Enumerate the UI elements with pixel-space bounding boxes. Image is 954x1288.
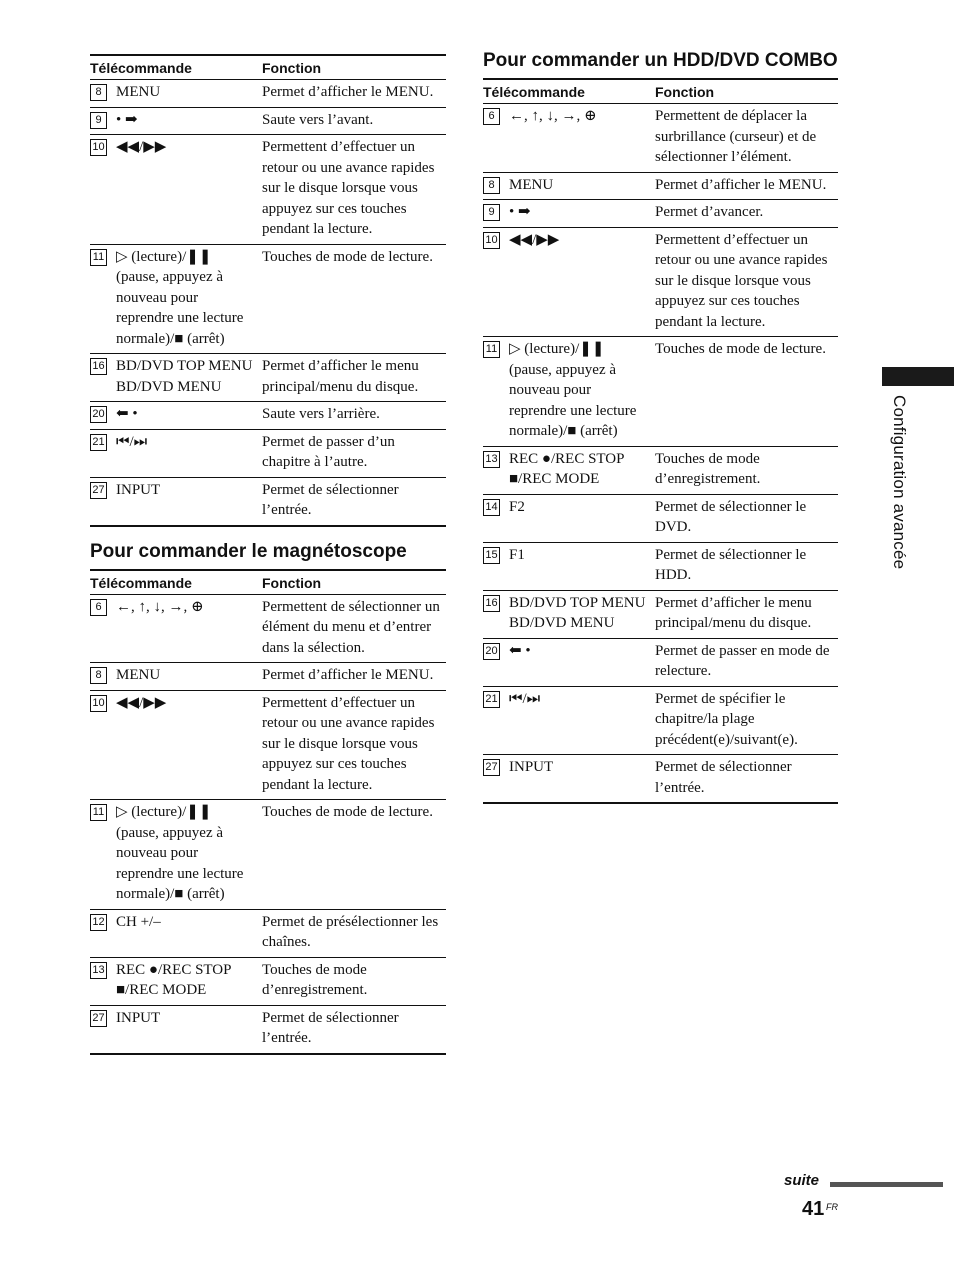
table-row	[90, 663, 446, 691]
remote-key-cell	[90, 1005, 262, 1054]
table-row	[483, 337, 838, 447]
key-number-badge: 21	[483, 691, 500, 708]
key-label: ⬅ •	[116, 406, 138, 422]
function-description: Permet de sélectionner l’entrée.	[655, 759, 792, 796]
key-label: INPUT	[509, 759, 554, 775]
remote-key	[483, 497, 651, 518]
key-number-badge: 8	[483, 177, 500, 194]
remote-key-cell	[483, 446, 655, 494]
function-description: Permet de présélectionner les chaînes.	[262, 913, 439, 950]
table-row	[90, 690, 446, 800]
key-label: MENU	[509, 176, 554, 193]
remote-key	[90, 665, 258, 686]
function-description: Saute vers l’arrière.	[262, 406, 380, 422]
remote-key-cell	[90, 957, 262, 1005]
table-row	[90, 594, 446, 663]
key-number-badge: 13	[90, 962, 107, 979]
remote-key	[483, 339, 651, 442]
function-description: Permet de sélectionner le HDD.	[655, 546, 807, 583]
table-row	[90, 477, 446, 526]
key-label: INPUT	[116, 481, 161, 498]
key-number-badge: 16	[90, 358, 107, 375]
function-description: Permettent d’effectuer un retour ou une avance rapides sur le disque lorsque vous appuyez sur ces touches pendant la lecture.	[262, 139, 435, 237]
remote-key-cell	[90, 477, 262, 526]
table-row	[483, 590, 838, 638]
remote-key-cell	[483, 200, 655, 228]
remote-key-cell	[90, 80, 262, 108]
header-function: Fonction	[262, 574, 322, 591]
remote-key	[90, 1008, 258, 1029]
key-number-badge: 20	[90, 406, 107, 423]
key-number-badge: 10	[90, 139, 107, 156]
remote-key-cell	[483, 755, 655, 804]
key-number-badge: 11	[90, 249, 107, 266]
header-function: Fonction	[655, 84, 715, 100]
function-description: Permet de sélectionner l’entrée.	[262, 481, 399, 518]
function-description: Permet de passer d’un chapitre à l’autre.	[262, 433, 395, 470]
remote-key-cell	[483, 494, 655, 542]
table-row	[90, 1005, 446, 1054]
remote-key-cell	[483, 172, 655, 200]
header-function: Fonction	[262, 60, 322, 76]
key-number-badge: 11	[483, 341, 500, 358]
remote-key	[483, 545, 651, 566]
table-row	[90, 80, 446, 108]
key-number-badge: 14	[483, 499, 500, 516]
key-number-badge: 21	[90, 434, 107, 451]
key-number-badge: 16	[483, 595, 500, 612]
function-description: Permet d’afficher le menu principal/menu du disque.	[655, 594, 812, 631]
section-heading-vcr: Pour commander le magnétoscope	[90, 540, 407, 562]
remote-key-cell	[483, 686, 655, 755]
table-row	[90, 244, 446, 354]
key-label: F2	[509, 498, 525, 515]
key-label: REC ●/REC STOP ■/REC MODE	[509, 450, 624, 487]
table-row	[90, 909, 446, 957]
table-row	[90, 107, 446, 135]
key-number-badge: 11	[90, 804, 107, 821]
function-description: Permet de spécifier le chapitre/la plage précédent(e)/suivant(e).	[655, 690, 798, 748]
remote-key	[90, 82, 258, 103]
remote-key-cell	[483, 542, 655, 590]
table-header-row	[90, 55, 446, 80]
remote-key	[483, 230, 651, 251]
key-label: REC ●/REC STOP ■/REC MODE	[116, 961, 231, 998]
table-header-row	[90, 570, 446, 595]
table-row	[483, 446, 838, 494]
function-description: Permet de passer en mode de relecture.	[655, 642, 830, 679]
key-number-badge: 27	[90, 1010, 107, 1027]
key-label: ⏮/⏭	[116, 433, 148, 450]
remote-key	[483, 593, 651, 634]
function-description: Permettent d’effectuer un retour ou une avance rapides sur le disque lorsque vous appuyez sur ces touches pendant la lecture.	[655, 231, 828, 330]
table-row	[90, 402, 446, 430]
key-number-badge: 13	[483, 451, 500, 468]
remote-key	[90, 110, 258, 131]
remote-key	[90, 432, 258, 453]
table-row	[90, 354, 446, 402]
function-description: Permet de sélectionner le DVD.	[655, 498, 807, 535]
key-label: ⬅ •	[509, 642, 531, 659]
section-heading-combo: Pour commander un HDD/DVD COMBO	[483, 50, 838, 71]
remote-table-main	[90, 54, 446, 527]
function-description: Permettent de déplacer la surbrillance (curseur) et de sélectionner l’élément.	[655, 108, 817, 165]
remote-table-combo	[483, 78, 838, 804]
header-remote: Télécommande	[483, 84, 585, 100]
key-label: ◀◀/▶▶	[116, 694, 167, 711]
function-description: Permet d’afficher le menu principal/menu du disque.	[262, 358, 419, 395]
function-description: Touches de mode de lecture.	[262, 804, 433, 820]
remote-key-cell	[483, 227, 655, 337]
remote-key	[90, 247, 258, 350]
remote-key-cell	[483, 104, 655, 173]
remote-key	[90, 356, 258, 397]
function-description: Saute vers l’avant.	[262, 111, 374, 128]
remote-key	[90, 597, 258, 618]
table-row	[483, 104, 838, 173]
remote-key	[90, 404, 258, 425]
remote-key-cell	[90, 690, 262, 800]
remote-key-cell	[90, 429, 262, 477]
remote-key-cell	[483, 590, 655, 638]
key-number-badge: 9	[90, 112, 107, 129]
remote-key-cell	[90, 594, 262, 663]
table-row	[90, 429, 446, 477]
key-number-badge: 8	[90, 84, 107, 101]
function-description: Permet d’afficher le MENU.	[262, 84, 434, 100]
table-row	[90, 800, 446, 910]
key-number-badge: 10	[483, 232, 500, 249]
table-row	[483, 227, 838, 337]
table-body	[90, 594, 446, 1054]
table-row	[483, 542, 838, 590]
side-tab-marker	[882, 367, 954, 386]
continued-label: suite	[784, 1172, 820, 1189]
remote-key-cell	[90, 354, 262, 402]
continued-rule	[830, 1182, 943, 1187]
remote-key	[90, 137, 258, 158]
remote-key	[90, 693, 258, 714]
remote-key-cell	[90, 663, 262, 691]
key-number-badge: 15	[483, 547, 500, 564]
page-language-suffix: FR	[826, 1202, 838, 1212]
key-number-badge: 6	[483, 108, 500, 125]
remote-key	[483, 106, 651, 127]
left-column	[90, 54, 446, 1055]
key-number-badge: 20	[483, 643, 500, 660]
remote-key	[483, 175, 651, 196]
key-label: ▷ (lecture)/❚❚ (pause, appuyez à nouveau pour reprendre une lecture normale)/■ (arrêt)	[509, 341, 637, 439]
key-label: ▷ (lecture)/❚❚ (pause, appuyez à nouveau pour reprendre une lecture normale)/■ (arrêt)	[116, 804, 244, 902]
remote-key	[483, 641, 651, 662]
table-row	[483, 200, 838, 228]
function-description: Touches de mode de lecture.	[655, 341, 826, 357]
remote-key	[483, 202, 651, 223]
remote-key	[483, 689, 651, 710]
key-label: BD/DVD TOP MENU BD/DVD MENU	[116, 358, 253, 395]
header-remote: Télécommande	[90, 574, 192, 591]
remote-key	[483, 449, 651, 490]
function-description: Touches de mode d’enregistrement.	[262, 961, 368, 998]
remote-key	[90, 912, 258, 933]
key-label: INPUT	[116, 1009, 161, 1026]
side-section-label: Configuration avancée	[890, 395, 909, 570]
table-row	[483, 494, 838, 542]
function-description: Permet de sélectionner l’entrée.	[262, 1009, 399, 1046]
key-label: ←, ↑, ↓, →, ⊕	[116, 598, 204, 615]
table-row	[483, 755, 838, 804]
key-number-badge: 27	[483, 759, 500, 776]
key-label: MENU	[116, 667, 161, 683]
table-row	[90, 957, 446, 1005]
table-row	[483, 638, 838, 686]
key-label: ▷ (lecture)/❚❚ (pause, appuyez à nouveau pour reprendre une lecture normale)/■ (arrêt)	[116, 248, 244, 347]
key-label: CH +/–	[116, 913, 161, 930]
key-label: F1	[509, 546, 525, 563]
table-header-row	[483, 79, 838, 104]
remote-key-cell	[90, 135, 262, 245]
table-row	[90, 135, 446, 245]
key-label: • ➡	[116, 111, 138, 128]
header-remote: Télécommande	[90, 60, 192, 76]
key-number-badge: 27	[90, 482, 107, 499]
key-number-badge: 10	[90, 695, 107, 712]
remote-key	[90, 480, 258, 501]
key-number-badge: 6	[90, 599, 107, 616]
remote-key-cell	[90, 244, 262, 354]
table-row	[483, 686, 838, 755]
remote-key-cell	[90, 402, 262, 430]
remote-key-cell	[483, 638, 655, 686]
remote-table-vcr	[90, 569, 446, 1055]
key-label: ←, ↑, ↓, →, ⊕	[509, 108, 597, 124]
key-label: ◀◀/▶▶	[116, 139, 167, 155]
right-column	[483, 48, 838, 804]
remote-key-cell	[90, 909, 262, 957]
key-label: ◀◀/▶▶	[509, 231, 560, 248]
function-description: Permet d’afficher le MENU.	[655, 176, 827, 193]
remote-key-cell	[90, 107, 262, 135]
table-row	[483, 172, 838, 200]
function-description: Permet d’afficher le MENU.	[262, 667, 434, 683]
key-label: BD/DVD TOP MENU BD/DVD MENU	[509, 594, 646, 631]
key-number-badge: 8	[90, 667, 107, 684]
remote-key	[483, 757, 651, 778]
key-label: • ➡	[509, 204, 531, 220]
function-description: Permet d’avancer.	[655, 204, 764, 220]
remote-key-cell	[90, 800, 262, 910]
key-number-badge: 12	[90, 914, 107, 931]
function-description: Permettent d’effectuer un retour ou une avance rapides sur le disque lorsque vous appuyez sur ces touches pendant la lecture.	[262, 694, 435, 793]
table-body	[483, 104, 838, 804]
remote-key-cell	[483, 337, 655, 447]
page-number: 41	[802, 1198, 825, 1220]
function-description: Touches de mode de lecture.	[262, 248, 433, 265]
remote-key	[90, 802, 258, 905]
function-description: Touches de mode d’enregistrement.	[655, 450, 761, 487]
function-description: Permettent de sélectionner un élément du menu et d’entrer dans la sélection.	[262, 598, 440, 656]
table-body	[90, 80, 446, 526]
key-label: MENU	[116, 84, 161, 100]
remote-key	[90, 960, 258, 1001]
key-number-badge: 9	[483, 204, 500, 221]
key-label: ⏮/⏭	[509, 690, 541, 707]
